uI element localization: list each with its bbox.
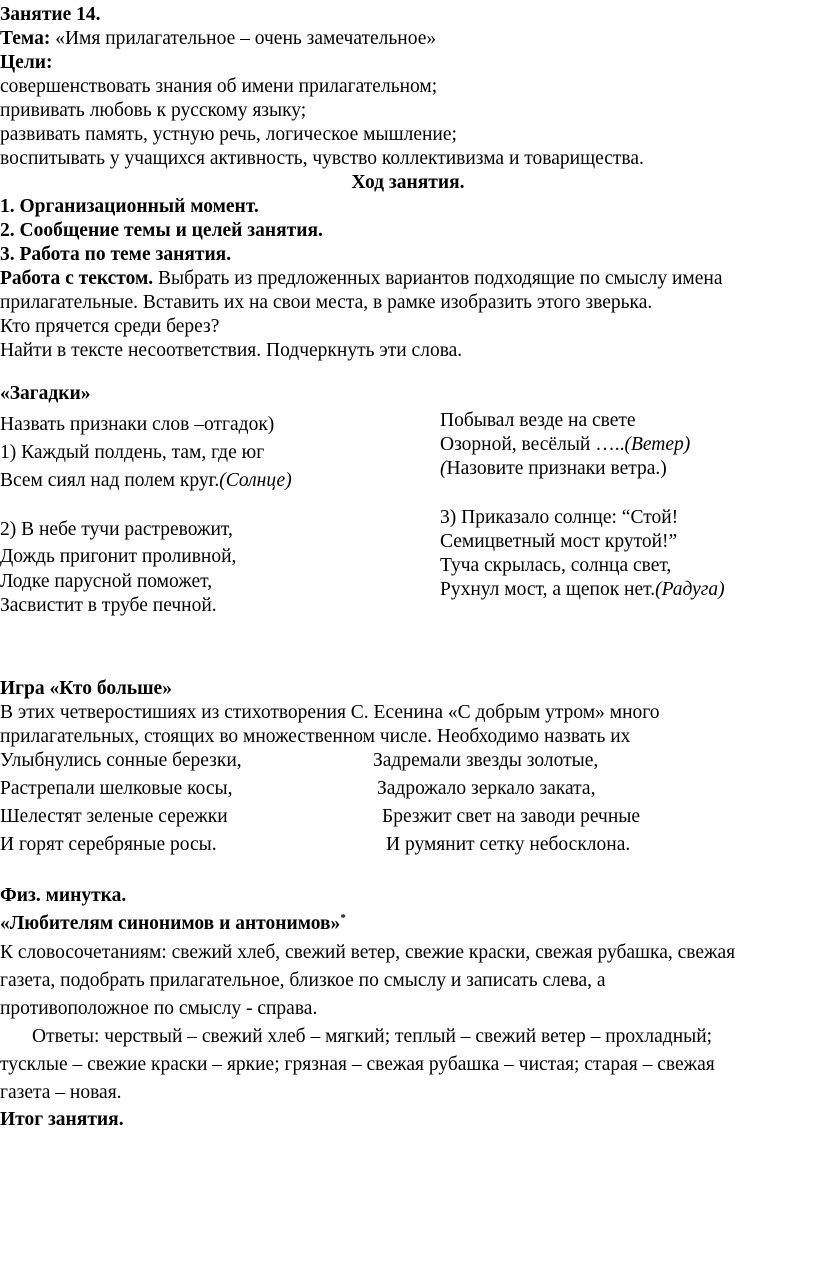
synonyms-text: газета, подобрать прилагательное, близкое по смыслу и записать слева, а	[0, 970, 606, 991]
riddle-answer: (Солнце)	[219, 470, 292, 491]
riddle-line	[440, 578, 725, 602]
goal-item: совершенствовать знания об имени прилагательном;	[0, 76, 438, 97]
riddle-line: 2) В небе тучи растревожит,	[0, 519, 233, 540]
riddle-line	[0, 469, 292, 493]
riddle-line: 1) Каждый полдень, там, где юг	[0, 442, 265, 463]
goal-item: воспитывать у учащихся активность, чувство коллективизма и товарищества.	[0, 148, 644, 169]
poem-line: И румянит сетку небосклона.	[386, 834, 631, 855]
riddle-answer: (Ветер)	[624, 434, 691, 455]
lesson-number: Занятие 14.	[0, 4, 101, 25]
goal-item: развивать память, устную речь, логическое мышление;	[0, 124, 457, 145]
course-step: 3. Работа по теме занятия.	[0, 244, 232, 265]
synonyms-text: противоположное по смыслу - справа.	[0, 998, 318, 1019]
riddle-line: Дождь пригонит проливной,	[0, 546, 237, 567]
topic-value: «Имя прилагательное – очень замечательное»	[50, 28, 437, 49]
game-title: Игра «Кто больше»	[0, 678, 172, 699]
text-work-line	[0, 267, 722, 291]
answers-text: тусклые – свежие краски – яркие; грязная – свежая рубашка – чистая; старая – свежая	[0, 1054, 715, 1075]
riddle-text: Всем сиял над полем круг.	[0, 470, 220, 491]
summary-title: Итог занятия.	[0, 1109, 124, 1130]
riddle-line: Побывал везде на свете	[440, 410, 636, 431]
answers-text: газета – новая.	[0, 1082, 122, 1103]
synonyms-text: К словосочетаниям: свежий хлеб, свежий ветер, свежие краски, свежая рубашка, свежая	[0, 942, 736, 963]
text-work-instruction-cont: прилагательные. Вставить их на свои места, в рамке изобразить этого зверька.	[0, 292, 653, 313]
riddle-line: 3) Приказало солнце: “Стой!	[440, 507, 679, 528]
course-step: 1. Организационный момент.	[0, 196, 259, 217]
game-text: В этих четверостишиях из стихотворения С. Есенина «С добрым утром» много	[0, 702, 660, 723]
riddle-line: Лодке парусной поможет,	[0, 571, 213, 592]
poem-line: Задремали звезды золотые,	[373, 750, 599, 771]
riddle-answer: (Радуга)	[655, 579, 725, 600]
poem-line: И горят серебряные росы.	[0, 834, 217, 855]
course-title: Ход занятия.	[351, 172, 465, 193]
phys-minute-title: Физ. минутка.	[0, 885, 127, 906]
synonyms-title: «Любителям синонимов и антонимов»	[0, 913, 341, 934]
riddle-note-text: Назовите признаки ветра.)	[446, 458, 667, 479]
goal-item: прививать любовь к русскому языку;	[0, 100, 307, 121]
text-work-label: Работа с текстом.	[0, 268, 154, 289]
goals-label: Цели:	[0, 52, 53, 73]
riddles-title: «Загадки»	[0, 383, 91, 404]
course-step: 2. Сообщение темы и целей занятия.	[0, 220, 323, 241]
poem-line: Растрепали шелковые косы,	[0, 778, 233, 799]
synonyms-title-line	[0, 912, 346, 936]
riddle-text: Рухнул мост, а щепок нет.	[440, 579, 656, 600]
topic-label: Тема:	[0, 28, 51, 49]
text-work-instruction: Выбрать из предложенных вариантов подходящие по смыслу имена	[153, 268, 723, 289]
riddles-intro: Назвать признаки слов –отгадок)	[0, 414, 275, 435]
poem-line: Брезжит свет на заводи речные	[382, 806, 641, 827]
text-work-task: Найти в тексте несоответствия. Подчеркнуть эти слова.	[0, 340, 463, 361]
riddle-text: Озорной, весёлый …..	[440, 434, 625, 455]
answers-text: Ответы: черствый – свежий хлеб – мягкий; теплый – свежий ветер – прохладный;	[32, 1026, 713, 1047]
poem-line: Улыбнулись сонные березки,	[0, 750, 242, 771]
riddle-line	[440, 433, 690, 457]
game-text: прилагательных, стоящих во множественном числе. Необходимо назвать их	[0, 726, 631, 747]
poem-line: Задрожало зеркало заката,	[377, 778, 596, 799]
riddle-note-paren: (	[440, 458, 447, 479]
footnote-mark: *	[340, 912, 346, 924]
riddle-line: Семицветный мост крутой!”	[440, 531, 678, 552]
topic-line	[0, 27, 436, 51]
riddle-line: Туча скрылась, солнца свет,	[440, 555, 672, 576]
poem-line: Шелестят зеленые сережки	[0, 806, 228, 827]
riddle-line: Засвистит в трубе печной.	[0, 595, 217, 616]
riddle-note	[440, 457, 667, 481]
text-work-question: Кто прячется среди берез?	[0, 316, 220, 337]
